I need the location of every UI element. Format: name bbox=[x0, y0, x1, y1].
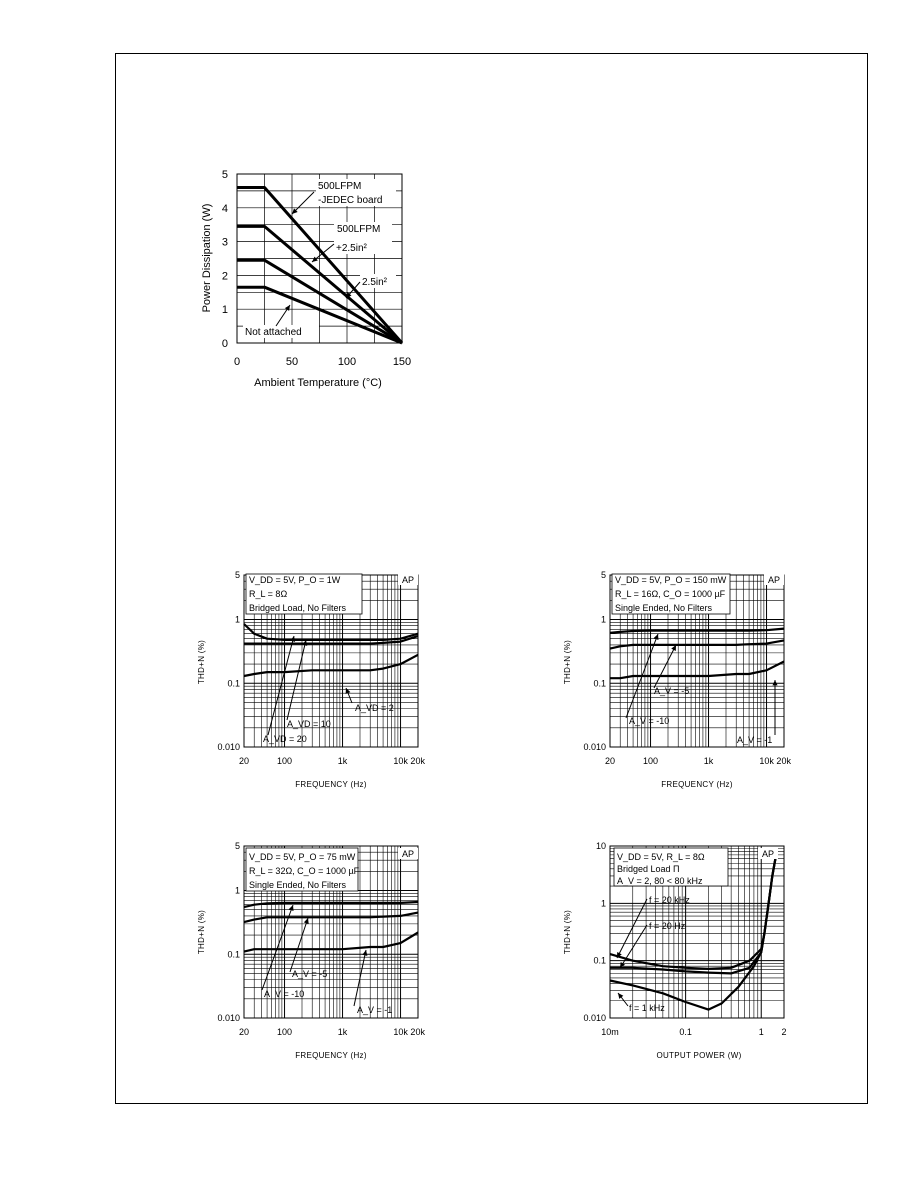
c1-ylabel: THD+N (%) bbox=[197, 639, 206, 685]
c3-ap: AP bbox=[402, 849, 415, 859]
c4-xtick-label: 10m bbox=[601, 1027, 619, 1037]
c4-anno-1: f = 20 Hz bbox=[649, 921, 686, 931]
c2-box-2: Single Ended, No Filters bbox=[615, 603, 713, 613]
c4-arrow-2-head bbox=[618, 993, 623, 999]
c0-ytick-label: 0 bbox=[221, 338, 228, 350]
c1-ap: AP bbox=[402, 575, 415, 585]
c0-ylabel: Power Dissipation (W) bbox=[201, 203, 213, 313]
c1-xtick-label: 20 bbox=[238, 756, 250, 766]
c1-box-2: Bridged Load, No Filters bbox=[249, 603, 347, 613]
c1-anno-2: A_VD = 20 bbox=[263, 734, 307, 744]
c4-box-2: A_V = 2, 80 < 80 kHz bbox=[617, 876, 703, 886]
c3-xtick-label: 100 bbox=[277, 1027, 293, 1037]
c0-anno-2: 500LFPM bbox=[337, 224, 381, 235]
c2-xtick-label: 100 bbox=[643, 756, 659, 766]
c0-ytick-label: 2 bbox=[221, 270, 228, 283]
c4-xtick-label: 0.1 bbox=[679, 1027, 692, 1037]
c0-ytick-label: 3 bbox=[221, 236, 228, 249]
c2-anno-2: A_V = -1 bbox=[737, 735, 773, 745]
c2-ytick-label: 5 bbox=[600, 570, 606, 580]
c4-ytick-label: 1 bbox=[600, 898, 606, 909]
c4-xtick-label: 1 bbox=[758, 1027, 764, 1037]
c1-anno-0: A_VD = 2 bbox=[355, 703, 394, 713]
c4-anno-0: f = 20 kHz bbox=[649, 895, 690, 905]
c2-xtick-label: 20 bbox=[604, 756, 616, 766]
c2-xtick-label: 1k bbox=[703, 756, 714, 766]
c2-ytick-label: 1 bbox=[600, 614, 606, 625]
c2-anno-1: A_V = -10 bbox=[629, 716, 670, 726]
c3-xlabel: FREQUENCY (Hz) bbox=[295, 1051, 367, 1060]
c2-xlabel: FREQUENCY (Hz) bbox=[661, 780, 733, 789]
c4-xlabel: OUTPUT POWER (W) bbox=[656, 1051, 742, 1060]
c0-ytick-label: 1 bbox=[221, 304, 228, 317]
c2-box-1: R_L = 16Ω, C_O = 1000 µF bbox=[615, 589, 726, 599]
c4-ap: AP bbox=[762, 849, 775, 859]
c0-anno-1: -JEDEC board bbox=[318, 195, 383, 206]
c3-xtick-label: 10k 20k bbox=[393, 1027, 425, 1037]
c4-anno-2: f = 1 kHz bbox=[629, 1003, 665, 1013]
c4-box-1: Bridged Load Π bbox=[617, 864, 680, 874]
c1-xlabel: FREQUENCY (Hz) bbox=[295, 780, 367, 789]
c2-ytick-label: 0.010 bbox=[583, 742, 606, 752]
c4-ytick-label: 0.010 bbox=[583, 1013, 606, 1023]
c2-ylabel: THD+N (%) bbox=[563, 639, 572, 685]
c0-anno-3: +2.5in² bbox=[336, 243, 367, 254]
c0-anno-4: 2.5in² bbox=[362, 277, 388, 288]
c1-ytick-label: 1 bbox=[234, 614, 240, 625]
c4-box-0: V_DD = 5V, R_L = 8Ω bbox=[617, 852, 705, 862]
c0-xtick-label: 50 bbox=[285, 356, 299, 368]
c3-ytick-label: 0.1 bbox=[227, 949, 240, 960]
c0-anno-5: Not attached bbox=[245, 327, 302, 338]
c0-ytick-label: 5 bbox=[221, 169, 228, 181]
c2-box-0: V_DD = 5V, P_O = 150 mW bbox=[615, 575, 727, 585]
c4-ytick-label: 10 bbox=[595, 841, 606, 851]
c3-anno-2: A_V = -1 bbox=[357, 1005, 393, 1015]
c1-anno-1: A_VD = 10 bbox=[287, 719, 331, 729]
c4-ylabel: THD+N (%) bbox=[563, 909, 572, 955]
c3-xtick-label: 1k bbox=[337, 1027, 348, 1037]
c4-xtick-label: 2 bbox=[781, 1027, 787, 1037]
c1-xtick-label: 1k bbox=[337, 756, 348, 766]
c3-box-0: V_DD = 5V, P_O = 75 mW bbox=[249, 852, 356, 862]
c1-box-1: R_L = 8Ω bbox=[249, 589, 288, 599]
c3-xtick-label: 20 bbox=[238, 1027, 250, 1037]
c3-box-2: Single Ended, No Filters bbox=[249, 880, 347, 890]
c1-box-0: V_DD = 5V, P_O = 1W bbox=[249, 575, 341, 585]
c1-ytick-label: 0.010 bbox=[217, 742, 240, 752]
c3-ytick-label: 1 bbox=[234, 885, 240, 896]
c3-box-1: R_L = 32Ω, C_O = 1000 µF bbox=[249, 866, 360, 876]
c3-ytick-label: 5 bbox=[234, 841, 240, 851]
c3-anno-1: A_V = -10 bbox=[264, 989, 305, 999]
c1-ytick-label: 5 bbox=[234, 570, 240, 580]
c1-ytick-label: 0.1 bbox=[227, 678, 240, 689]
c3-ylabel: THD+N (%) bbox=[197, 909, 206, 955]
c0-xtick-label: 0 bbox=[233, 356, 241, 368]
c3-ytick-label: 0.010 bbox=[217, 1013, 240, 1023]
c2-xtick-label: 10k 20k bbox=[759, 756, 791, 766]
c1-xtick-label: 100 bbox=[277, 756, 293, 766]
c4-ytick-label: 0.1 bbox=[593, 955, 606, 966]
c2-ytick-label: 0.1 bbox=[593, 678, 606, 689]
c0-ytick-label: 4 bbox=[221, 202, 228, 215]
c1-xtick-label: 10k 20k bbox=[393, 756, 425, 766]
c0-anno-0: 500LFPM bbox=[318, 181, 362, 192]
c2-anno-0: A_V = -5 bbox=[654, 686, 690, 696]
c2-ap: AP bbox=[768, 575, 781, 585]
c0-xtick-label: 100 bbox=[337, 356, 357, 368]
c3-anno-0: A_V = -5 bbox=[292, 969, 328, 979]
c0-xlabel: Ambient Temperature (°C) bbox=[254, 377, 382, 389]
c0-xtick-label: 150 bbox=[392, 356, 412, 368]
